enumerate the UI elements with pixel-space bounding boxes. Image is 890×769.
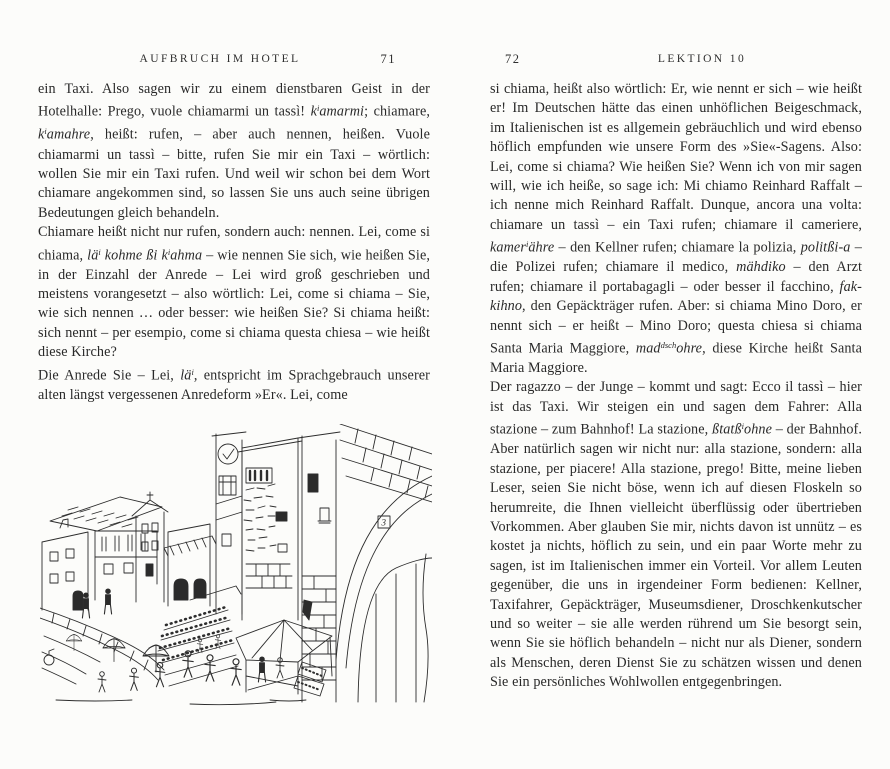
paragraph: Die Anrede Sie – Lei, $lä^i$, entspricht im Sprachgebrauch unserer alten längst vergessenen Anredeform »Er«. Lei, come [38, 366, 430, 403]
page-number: 71 [380, 52, 396, 66]
paragraph: Chiamare heißt nicht nur rufen, sondern auch: nennen. Lei, come si chiama, $lä^i$ kohme ßi $k^iahma$ – wie nennen Sie sich, wie heißen Sie, in der Einzahl der Anrede – Lei wird groß geschrieben und meistens vorangesetzt – also wörtlich: Lei, come si chiama – Sie, wie sich nennen … oder besser: wie heißen Sie? Si chiama heißt: sich nennt – per esempio, come si chiama questa chiesa – wie heißt diese Kirche? [38, 224, 430, 361]
left-page [38, 0, 430, 769]
parasol [103, 639, 125, 662]
house-number: 3 [381, 517, 386, 528]
paragraph: Der ragazzo – der Junge – kommt und sagt: Ecco il tassì – hier ist das Taxi. Wir steigen ein und sagen dem Fahrer: Alla stazione – zum Bahnhof! La stazione, ßtatß$^i$ohne – der Bahnhof. Aber natürlich sagen wir nicht nur: alla stazione, sondern: alla stazione, per piacere! Alla stazione, prego! Bitte, meine lieben Leser, seien Sie nicht böse, wenn ich auf diesen Floskeln so herumreite, die Ihnen vielleicht überflüssig oder übertrieben Vorkommen. Aber glauben Sie mir, nichts davon ist unnütz – es kostet ja nichts, höflich zu sein, und ein paar Worte mehr zu sagen, ist im Italienischen immer ein Vorteil. Vor allem Leuten gegenüber, die uns in irgendeiner Form bedienen: Kellner, Taxifahrer, Gepäckträger, Museumsdiener, Droschkenkutscher und so weiter – sie alle werden rührend um Sie besorgt sein, wenn Sie sie höflich behandeln – nicht nur als Diener, sondern als Menschen, deren Dienst Sie zu schätzen wissen und denen Sie ein persönliches Wohlwollen entgegenbringen. [490, 379, 863, 691]
right-building [298, 432, 340, 702]
street-scene-illustration [40, 424, 432, 706]
running-header-left [38, 53, 430, 71]
chapter-title: AUFBRUCH IM HOTEL [139, 53, 301, 65]
paragraph: ein Taxi. Also sagen wir zu einem dienstbaren Geist in der Hotelhalle: Prego, vuole chiamarmi un tassì! $k^iamarmi$; chiamare, $k^iamahre$, heißt: rufen, – aber auch nennen, heißen. Vuole chiamarmi un tassì – bitte, rufen Sie mir ein Taxi – wörtlich: wollen Sie mir ein Taxi rufen. Und weil wir schon bei dem Wort chiamare angekommen sind, so lassen Sie uns auch seine übrigen Bedeutungen gleich behandeln. [38, 81, 431, 221]
clock-tower [212, 432, 246, 614]
crowd-figures [82, 588, 284, 692]
stone-archway [336, 424, 432, 702]
center-building [238, 438, 302, 620]
right-page [490, 0, 862, 769]
lesson-title: LEKTION 10 [657, 53, 747, 65]
left-houses [42, 497, 162, 610]
body-text [38, 80, 430, 405]
parasol [66, 634, 82, 650]
clock-icon [218, 444, 238, 464]
paragraph: si chiama, heißt also wörtlich: Er, wie nennt er sich – wie heißt er! Im Deutschen hätte das einen unhöflichen Beigeschmack, im Italienischen ist es allgemein gebräuchlich und wird ebenso höflich empfunden wie unsere Form des »Sie«-Sagens. Also: Lei, come si chiama? Wie heißen Sie? Wenn ich von mir sagen will, wie ich heiße, so sage ich: Mi chiamo Reinhard Raffalt – ich nenne mich Reinhard Raffalt. Dunque, ancora una volta: chiamare un tassì – ein Taxi rufen; chiamare il cameriere, kamer$^i$ähre – den Kellner rufen; chiamare la polizia, politßi-a – die Polizei rufen; chiamare il medico, mähdiko – den Arzt rufen; chiamare il portabagagli – oder besser il facchino, fak-kihno, den Gepäckträger rufen. Aber: si chiama Mino Doro, er nennt sich – er heißt – Mino Doro; questa chiesa si chiama Santa Maria Maggiore, mad$^{dsch}$ohre, diese Kirche heißt Santa Maria Maggiore. [490, 81, 863, 377]
page-number: 72 [505, 52, 521, 66]
running-header-right [490, 53, 862, 71]
body-text [490, 80, 862, 693]
